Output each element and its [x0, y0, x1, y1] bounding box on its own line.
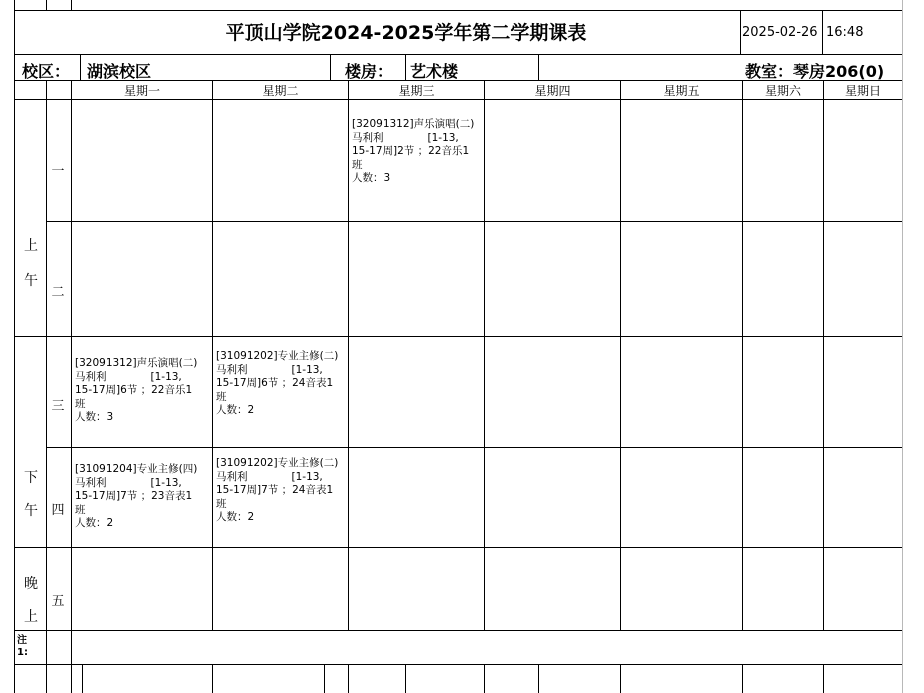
section-evening-2: 上	[24, 609, 38, 625]
section-morning-1: 上	[24, 238, 38, 254]
course-count: 人数：3	[352, 172, 391, 184]
course-cell-mon-p3[interactable]	[75, 357, 209, 425]
day-header-thu: 星期四	[534, 84, 571, 98]
course-code: [31091202]专业主修(二)	[216, 350, 339, 362]
period-1: 一	[51, 164, 65, 179]
course-weeks-start: [1-13,	[150, 370, 182, 383]
campus-value: 湖滨校区	[87, 62, 152, 81]
course-weeks-class: 15-17周]2节 ；22音乐1	[352, 145, 470, 157]
section-evening-1: 晚	[24, 576, 38, 592]
day-header-sun: 星期日	[844, 84, 881, 98]
course-class-tail: 班	[216, 497, 227, 510]
period-3: 三	[51, 399, 65, 414]
page-title: 平顶山学院2024-2025学年第二学期课表	[225, 22, 587, 44]
course-weeks-start: [1-13,	[150, 476, 182, 489]
period-2: 二	[51, 285, 65, 300]
day-header-mon: 星期一	[123, 84, 160, 98]
course-count: 人数：2	[216, 511, 255, 523]
day-header-sat: 星期六	[764, 84, 801, 98]
course-class-tail: 班	[216, 390, 227, 403]
course-count: 人数：2	[216, 404, 255, 416]
note-label: 注 1:	[17, 635, 28, 658]
section-morning-2: 午	[24, 273, 38, 289]
course-code: [32091312]声乐演唱(二)	[352, 118, 475, 130]
course-class-tail: 班	[75, 503, 86, 516]
course-teacher: 马利利	[216, 470, 248, 483]
course-cell-mon-p4[interactable]	[75, 463, 209, 531]
course-count: 人数：3	[75, 411, 114, 423]
building-value: 艺术楼	[410, 62, 459, 81]
print-date: 2025-02-26	[742, 25, 818, 40]
course-cell-wed-p1[interactable]	[352, 118, 480, 186]
course-weeks-class: 15-17周]6节 ；24音表1	[216, 377, 334, 389]
section-afternoon-2: 午	[24, 503, 38, 519]
course-cell-tue-p4[interactable]	[216, 457, 344, 525]
course-class-tail: 班	[75, 397, 86, 410]
course-teacher: 马利利	[352, 131, 384, 144]
day-header-tue: 星期二	[262, 84, 299, 98]
course-weeks-class: 15-17周]6节 ；22音乐1	[75, 384, 193, 396]
course-teacher: 马利利	[75, 476, 107, 489]
campus-label: 校区：	[22, 62, 71, 81]
course-code: [31091202]专业主修(二)	[216, 457, 339, 469]
course-class-tail: 班	[352, 158, 363, 171]
course-count: 人数：2	[75, 517, 114, 529]
course-cell-tue-p3[interactable]	[216, 350, 344, 418]
course-weeks-class: 15-17周]7节 ；23音表1	[75, 490, 193, 502]
course-code: [31091204]专业主修(四)	[75, 463, 198, 475]
course-weeks-start: [1-13,	[291, 470, 323, 483]
day-header-fri: 星期五	[663, 84, 700, 98]
room-value: 教室：琴房206(0)	[745, 62, 885, 81]
course-teacher: 马利利	[216, 363, 248, 376]
section-afternoon-1: 下	[24, 470, 38, 486]
building-label: 楼房：	[345, 62, 394, 81]
print-time: 16:48	[826, 25, 864, 40]
day-header-wed: 星期三	[398, 84, 435, 98]
course-weeks-start: [1-13,	[291, 363, 323, 376]
period-5: 五	[51, 594, 65, 609]
course-teacher: 马利利	[75, 370, 107, 383]
course-weeks-class: 15-17周]7节 ；24音表1	[216, 484, 334, 496]
course-weeks-start: [1-13,	[427, 131, 459, 144]
period-4: 四	[51, 503, 65, 518]
course-code: [32091312]声乐演唱(二)	[75, 357, 198, 369]
